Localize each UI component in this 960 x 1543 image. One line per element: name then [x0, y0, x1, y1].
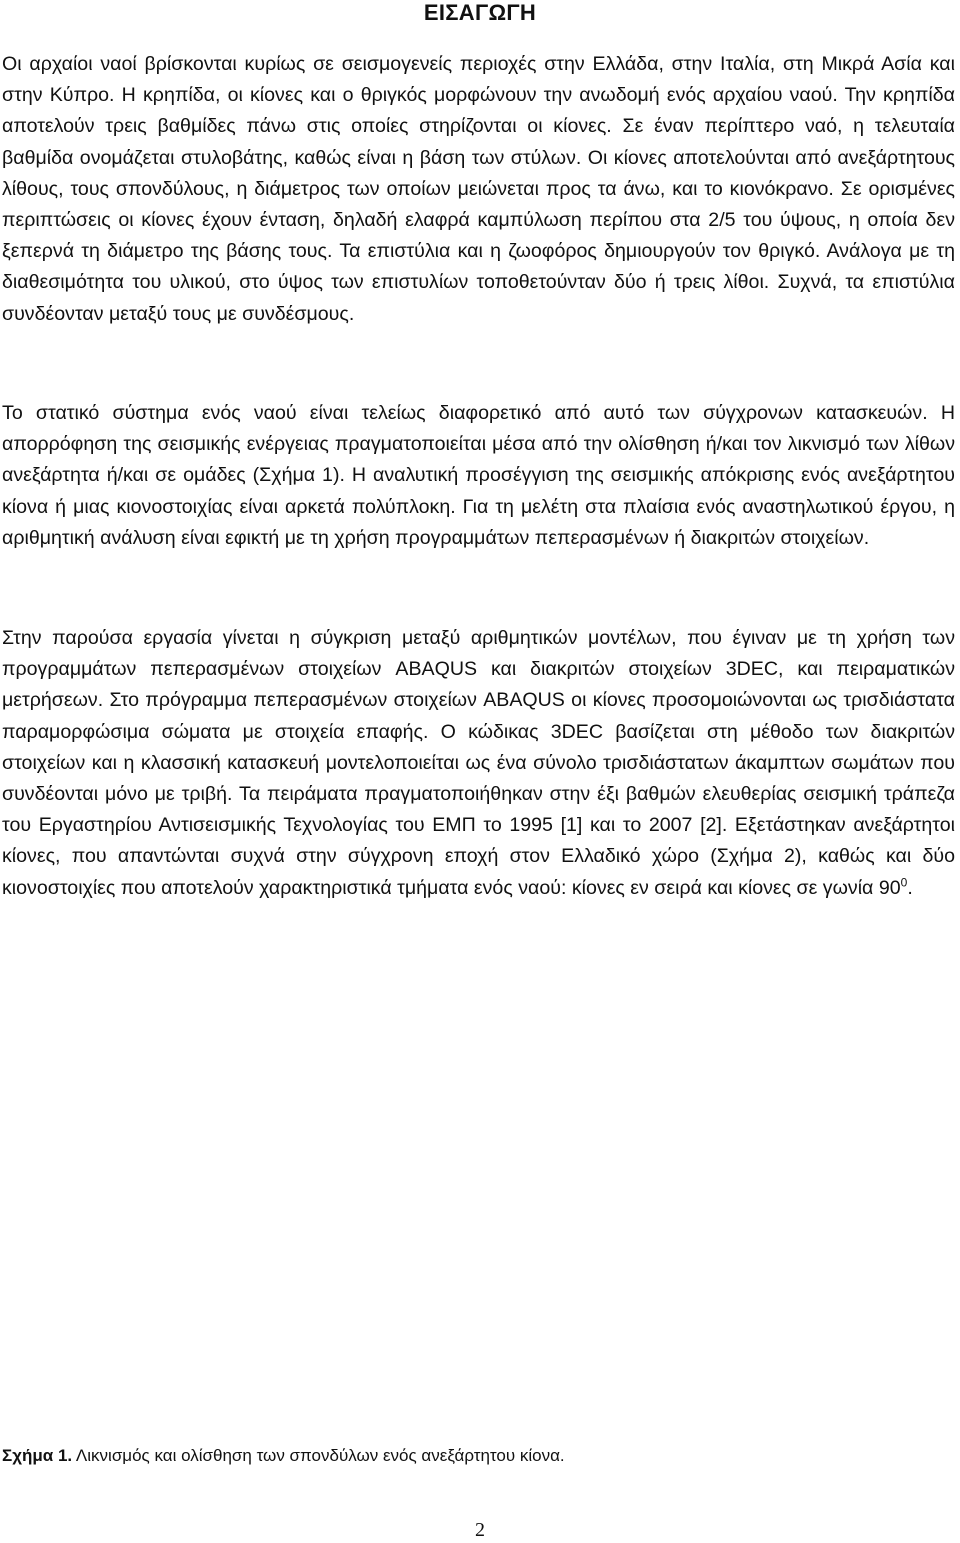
figure-caption-text: Λικνισμός και ολίσθηση των σπονδύλων ενός ανεξάρτητου κίονα. [72, 1446, 565, 1465]
paragraph-present-work [2, 623, 955, 904]
paragraph-present-work-text: Στην παρούσα εργασία γίνεται η σύγκριση μεταξύ αριθμητικών μοντέλων, που έγιναν με τη χρήση των προγραμμάτων πεπερασμένων στοιχείων ABAQUS και διακριτών στοιχείων 3DEC, και πειραματικών μετρήσεων. Στο πρόγραμμα πεπερασμένων στοιχείων ABAQUS οι κίονες προσομοιώνονται ως τρισδιάστατα παραμορφώσιμα σώματα με στοιχεία επαφής. Ο κώδικας 3DEC βασίζεται στη μέθοδο των διακριτών στοιχείων και η κλασσική κατασκευή μοντελοποιείται ως ένα σύνολο τρισδιάστατων άκαμπτων σωμάτων που συνδέονται μόνο με τριβή. Τα πειράματα πραγματοποιήθηκαν στην έξι βαθμών ελευθερίας σεισμική τράπεζα του Εργαστηρίου Αντισεισμικής Τεχνολογίας του ΕΜΠ το 1995 [1] και το 2007 [2]. Εξετάστηκαν ανεξάρτητοι κίονες, που απαντώνται συχνά στην σύγχρονη εποχή στον Ελλαδικό χώρο (Σχήμα 2), καθώς και δύο κιονοστοιχίες που αποτελούν χαρακτηριστικά τμήματα ενός ναού: κίονες εν σειρά και κίονες σε γωνία 90 [2, 627, 955, 899]
figure-caption-label: Σχήμα 1. [2, 1446, 73, 1465]
figure-caption [2, 1445, 565, 1467]
page-number: 2 [475, 1519, 485, 1541]
paragraph-static-system: Το στατικό σύστημα ενός ναού είναι τελείως διαφορετικό από αυτό των σύγχρονων κατασκευών. Η απορρόφηση της σεισμικής ενέργειας πραγματοποιείται μέσα από την ολίσθηση ή/και τον λικνισμό των λίθων ανεξάρτητα ή/και σε ομάδες (Σχήμα 1). Η αναλυτική προσέγγιση της σεισμικής απόκρισης ενός ανεξάρτητου κίονα ή μιας κιονοστοιχίας είναι αρκετά πολύπλοκη. Για τη μελέτη στα πλαίσια ενός αναστηλωτικού έργου, η αριθμητική ανάλυση είναι εφικτή με τη χρήση προγραμμάτων πεπερασμένων ή διακριτών στοιχείων. [2, 402, 955, 549]
paragraph-present-work-tail: . [907, 876, 913, 899]
degree-superscript: 0 [900, 875, 908, 890]
paragraph-intro: Οι αρχαίοι ναοί βρίσκονται κυρίως σε σεισμογενείς περιοχές στην Ελλάδα, στην Ιταλία, στη Μικρά Ασία και στην Κύπρο. Η κρηπίδα, οι κίονες και ο θριγκός μορφώνουν την ανωδομή ενός αρχαίου ναού. Την κρηπίδα αποτελούν τρεις βαθμίδες πάνω στις οποίες στηρίζονται οι κίονες. Σε έναν περίπτερο ναό, η τελευταία βαθμίδα ονομάζεται στυλοβάτης, καθώς είναι η βάση των στύλων. Οι κίονες αποτελούνται από ανεξάρτητους λίθους, τους σπονδύλους, η διάμετρος των οποίων μειώνεται προς τα άνω, και το κιονόκρανο. Σε ορισμένες περιπτώσεις οι κίονες έχουν ένταση, δηλαδή ελαφρά καμπύλωση περίπου στα 2/5 του ύψους, η οποία δεν ξεπερνά τη διάμετρο της βάσης τους. Τα επιστύλια και η ζωοφόρος δημιουργούν τον θριγκό. Ανάλογα με τη διαθεσιμότητα του υλικού, στο ύψος των επιστυλίων τοποθετούνταν δύο ή τρεις λίθοι. Συχνά, τα επιστύλια συνδέονταν μεταξύ τους με συνδέσμους. [2, 53, 955, 325]
section-title: ΕΙΣΑΓΩΓΗ [423, 0, 537, 25]
